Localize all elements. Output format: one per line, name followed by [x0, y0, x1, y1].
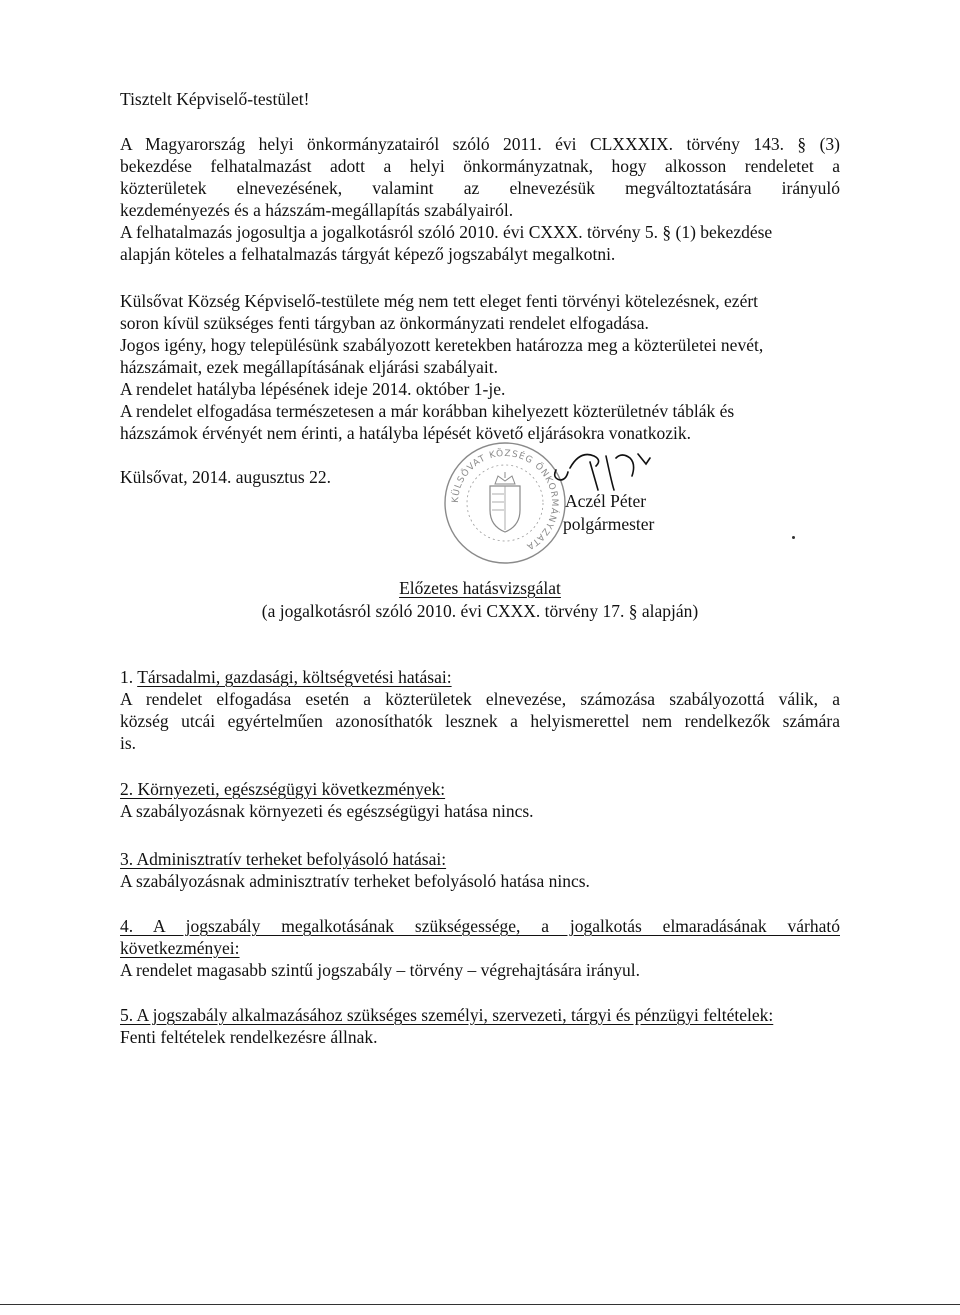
assessment-title: Előzetes hatásvizsgálat [399, 578, 561, 598]
intro-line: bekezdése felhatalmazást adott a helyi önkormányzatnak, hogy alkosson rendeletet a [120, 156, 840, 176]
body-line: házszámait, ezek megállapításának eljárási szabályait. [120, 357, 499, 377]
place-date: Külsővat, 2014. augusztus 22. [120, 467, 331, 487]
section-1-heading [120, 666, 840, 688]
coat-of-arms-icon [490, 472, 520, 532]
section-5-heading: 5. A jogszabály alkalmazásához szükséges személyi, szervezeti, tárgyi és pénzügyi feltételek: [120, 1005, 774, 1025]
body-line: házszámok érvényét nem érinti, a hatályba lépését követő eljárásokra vonatkozik. [120, 423, 691, 443]
stamp-text: KÜLSŐVAT KÖZSÉG ÖNKORMÁNYZATA [450, 448, 560, 552]
salutation: Tisztelt Képviselő-testület! [120, 89, 310, 109]
body-line: A rendelet hatályba lépésének ideje 2014. október 1-je. [120, 379, 506, 399]
section-4-heading: következményei: [120, 938, 240, 958]
section-1-line: is. [120, 733, 137, 753]
assessment-subtitle: (a jogalkotásról szóló 2010. évi CXXX. törvény 17. § alapján) [261, 601, 699, 621]
section-3 [120, 848, 840, 892]
section-3-text: A szabályozásnak adminisztratív terheket befolyásoló hatása nincs. [120, 871, 590, 891]
section-2-heading: 2. Környezeti, egészségügyi következmények: [120, 779, 446, 799]
svg-text:KÜLSŐVAT KÖZSÉG ÖNKORMÁNYZATA [451, 448, 561, 552]
section-2 [120, 778, 840, 822]
intro-paragraph [120, 133, 840, 265]
body-line: Jogos igény, hogy településünk szabályozott keretekben határozza meg a közterületei nevét, [120, 335, 764, 355]
scan-edge-line [0, 1304, 960, 1305]
body-line: A rendelet elfogadása természetesen a már korábban kihelyezett közterületnév táblák és [120, 401, 735, 421]
intro-line: A felhatalmazás jogosultja a jogalkotásról szóló 2010. évi CXXX. törvény 5. § (1) bekezdése [120, 222, 773, 242]
section-4-heading: 4. A jogszabály megalkotásának szükségessége, a jogalkotás elmaradásának várható [120, 916, 840, 936]
section-4 [120, 915, 840, 981]
body-line: Külsővat Község Képviselő-testülete még nem tett eleget fenti törvényi kötelezésnek, ezért [120, 291, 759, 311]
section-1-line: község utcái egyértelműen azonosíthatók lesznek a helyismerettel nem rendelkezők számára [120, 711, 840, 731]
intro-line: közterületek elnevezésének, valamint az elnevezésük megváltoztatására irányuló [120, 178, 840, 198]
section-1-heading-text: Társadalmi, gazdasági, költségvetési hatásai: [137, 667, 452, 687]
section-5-text: Fenti feltételek rendelkezésre állnak. [120, 1027, 378, 1047]
section-1-number: 1. [120, 667, 138, 687]
section-4-text: A rendelet magasabb szintű jogszabály – törvény – végrehajtására irányul. [120, 960, 640, 980]
section-1-line: A rendelet elfogadása esetén a közterületek elnevezése, számozása szabályozottá válik, a [120, 689, 840, 709]
intro-line: kezdeményezés és a házszám-megállapítás szabályairól. [120, 200, 514, 220]
section-2-text: A szabályozásnak környezeti és egészségügyi hatása nincs. [120, 801, 534, 821]
body-paragraph [120, 290, 840, 444]
section-3-heading: 3. Adminisztratív terheket befolyásoló hatásai: [120, 849, 447, 869]
section-5 [120, 1004, 840, 1048]
ink-dot [792, 536, 795, 539]
intro-line: alapján köteles a felhatalmazás tárgyát képező jogszabályt megalkotni. [120, 244, 616, 264]
body-line: soron kívül szükséges fenti tárgyban az önkormányzati rendelet elfogadása. [120, 313, 649, 333]
section-1 [120, 666, 840, 754]
signatory-title: polgármester [563, 514, 655, 534]
intro-line: A Magyarország helyi önkormányzatairól szóló 2011. évi CLXXXIX. törvény 143. § (3) [120, 134, 840, 154]
signatory-name: Aczél Péter [565, 491, 647, 511]
